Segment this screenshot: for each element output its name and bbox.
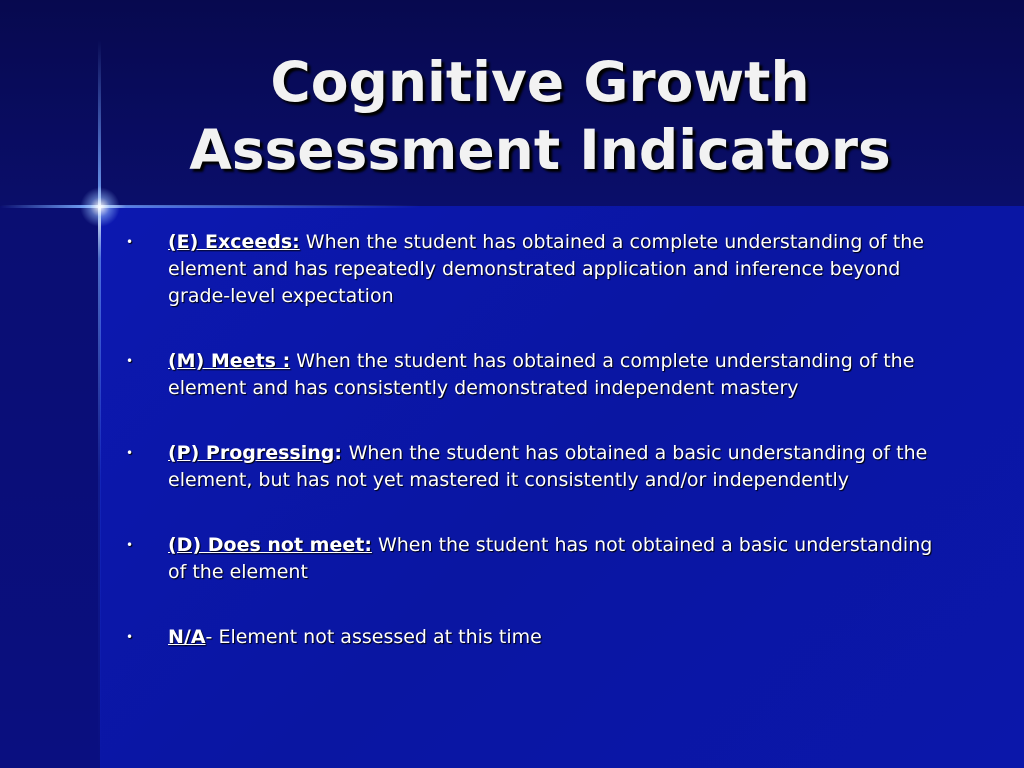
indicator-term: (E) Exceeds: bbox=[168, 231, 300, 253]
indicator-item-progressing bbox=[126, 440, 946, 494]
indicator-description: When the student has not obtained a basic understanding of the element bbox=[168, 534, 933, 583]
indicator-item-na bbox=[126, 624, 946, 651]
indicator-separator: : bbox=[334, 442, 349, 464]
title-line-2: Assessment Indicators bbox=[189, 118, 891, 182]
indicator-term: (M) Meets : bbox=[168, 350, 291, 372]
indicator-item-does-not-meet bbox=[126, 532, 946, 586]
left-strip bbox=[0, 206, 100, 768]
sparkle-flare-horizontal bbox=[0, 205, 420, 208]
indicator-term: N/A bbox=[168, 626, 206, 648]
bullet-icon: • bbox=[126, 630, 134, 644]
indicator-list bbox=[126, 229, 946, 689]
indicator-description: When the student has obtained a basic understanding of the element, but has not yet mastered it consistently and/or independently bbox=[168, 442, 928, 491]
bullet-icon: • bbox=[126, 538, 134, 552]
indicator-item-meets bbox=[126, 348, 946, 402]
bullet-icon: • bbox=[126, 446, 134, 460]
indicator-term: (P) Progressing bbox=[168, 442, 335, 464]
bullet-icon: • bbox=[126, 235, 134, 249]
indicator-term: (D) Does not meet: bbox=[168, 534, 372, 556]
slide-title bbox=[40, 48, 1024, 184]
indicator-description: When the student has obtained a complete understanding of the element and has consistently demonstrated independent mastery bbox=[168, 350, 915, 399]
indicator-separator: - bbox=[205, 626, 219, 648]
bullet-icon: • bbox=[126, 354, 134, 368]
indicator-item-exceeds bbox=[126, 229, 946, 310]
sparkle-star-icon bbox=[80, 187, 120, 227]
title-line-1: Cognitive Growth bbox=[270, 50, 810, 114]
indicator-description: When the student has obtained a complete understanding of the element and has repeatedly demonstrated application and inference beyond grade-level expectation bbox=[168, 231, 924, 307]
indicator-description: Element not assessed at this time bbox=[218, 626, 542, 648]
